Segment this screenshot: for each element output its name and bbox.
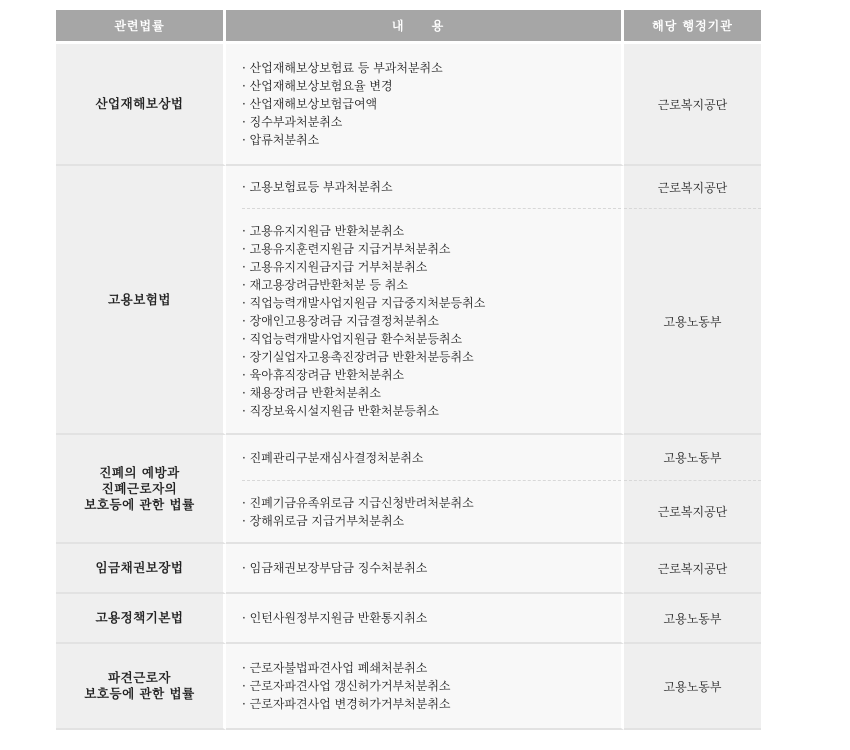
agency-cell — [624, 435, 761, 544]
list-item: · 장해위로금 지급거부처분취소 — [242, 512, 474, 530]
agency-name: 고용노동부 — [624, 644, 761, 730]
list-item: · 고용보험료등 부과처분취소 — [242, 178, 393, 196]
list-item: · 직업능력개발사업지원금 환수처분등취소 — [242, 330, 485, 348]
header-content: 내 용 — [226, 10, 624, 41]
content-cell — [226, 594, 624, 644]
content-cell — [226, 644, 624, 730]
content-cell — [226, 544, 624, 594]
table-row — [56, 435, 761, 544]
list-item: · 직장보육시설지원금 반환처분등취소 — [242, 402, 485, 420]
content-group — [242, 435, 621, 481]
content-group — [242, 481, 621, 542]
table-row — [56, 544, 761, 594]
list-item: · 장기실업자고용촉진장려금 반환처분등취소 — [242, 348, 485, 366]
list-item: · 산업재해보상보험료 등 부과처분취소 — [242, 59, 621, 77]
list-item: · 채용장려금 반환처분취소 — [242, 384, 485, 402]
law-name: 고용보험법 — [56, 166, 226, 435]
item-list — [242, 59, 621, 149]
list-item: · 산업재해보상보험급여액 — [242, 95, 621, 113]
law-name-line: 보호등에 관한 법률 — [84, 686, 195, 701]
list-item: · 진폐관리구분재심사결정처분취소 — [242, 449, 424, 467]
list-item: · 징수부과처분취소 — [242, 113, 621, 131]
list-item: · 압류처분취소 — [242, 131, 621, 149]
agency-name: 근로복지공단 — [624, 544, 761, 594]
list-item: · 직업능력개발사업지원금 지급중지처분등취소 — [242, 294, 485, 312]
list-item: · 장애인고용장려금 지급결정처분취소 — [242, 312, 485, 330]
list-item: · 진폐기금유족위로금 지급신청반려처분취소 — [242, 494, 474, 512]
law-name-line: 진폐의 예방과 — [99, 464, 180, 480]
item-list — [242, 494, 474, 530]
list-item: · 육아휴직장려금 반환처분취소 — [242, 366, 485, 384]
content-group — [242, 166, 621, 209]
agency-name: 근로복지공단 — [624, 41, 761, 166]
header-row — [56, 10, 761, 41]
list-item: · 근로자파견사업 변경허가거부처분취소 — [242, 695, 621, 713]
law-name — [56, 435, 226, 544]
law-name-line: 파견근로자 — [108, 670, 171, 685]
list-item: · 고용유지훈련지원금 지급거부처분취소 — [242, 240, 485, 258]
agency-name: 근로복지공단 — [657, 505, 728, 519]
list-item: · 산업재해보상보험요율 변경 — [242, 77, 621, 95]
list-item: · 인턴사원정부지원금 반환통지취소 — [242, 609, 621, 627]
item-list — [242, 178, 393, 196]
list-item: · 재고용장려금반환처분 등 취소 — [242, 276, 485, 294]
item-list — [242, 222, 485, 420]
agency-name: 고용노동부 — [624, 594, 761, 644]
law-name: 산업재해보상법 — [56, 41, 226, 166]
agency-name: 고용노동부 — [624, 435, 761, 481]
content-cell — [226, 166, 624, 435]
agency-name: 고용노동부 — [663, 314, 722, 329]
item-list — [242, 559, 621, 577]
list-item: · 근로자파견사업 갱신허가거부처분취소 — [242, 677, 621, 695]
table-row — [56, 594, 761, 644]
content-cell — [226, 435, 624, 544]
agency-name: 근로복지공단 — [624, 166, 761, 209]
law-table — [56, 10, 761, 730]
law-name-line: 진폐근로자의 — [101, 480, 178, 496]
list-item: · 고용유지지원금지급 거부처분취소 — [242, 258, 485, 276]
law-name-line: 보호등에 관한 법률 — [84, 496, 195, 512]
law-name: 임금채권보장법 — [56, 544, 226, 594]
content-cell — [226, 41, 624, 166]
table-row — [56, 166, 761, 435]
law-name — [56, 644, 226, 730]
law-name: 고용정책기본법 — [56, 594, 226, 644]
table-row — [56, 41, 761, 166]
item-list — [242, 449, 424, 467]
header-law: 관련법률 — [56, 10, 226, 41]
item-list — [242, 659, 621, 713]
table-row — [56, 644, 761, 730]
list-item: · 임금채권보장부담금 징수처분취소 — [242, 559, 621, 577]
list-item: · 근로자불법파견사업 폐쇄처분취소 — [242, 659, 621, 677]
header-agency: 해당 행정기관 — [624, 10, 761, 41]
item-list — [242, 609, 621, 627]
list-item: · 고용유지지원금 반환처분취소 — [242, 222, 485, 240]
content-group — [242, 209, 621, 433]
agency-cell — [624, 166, 761, 435]
